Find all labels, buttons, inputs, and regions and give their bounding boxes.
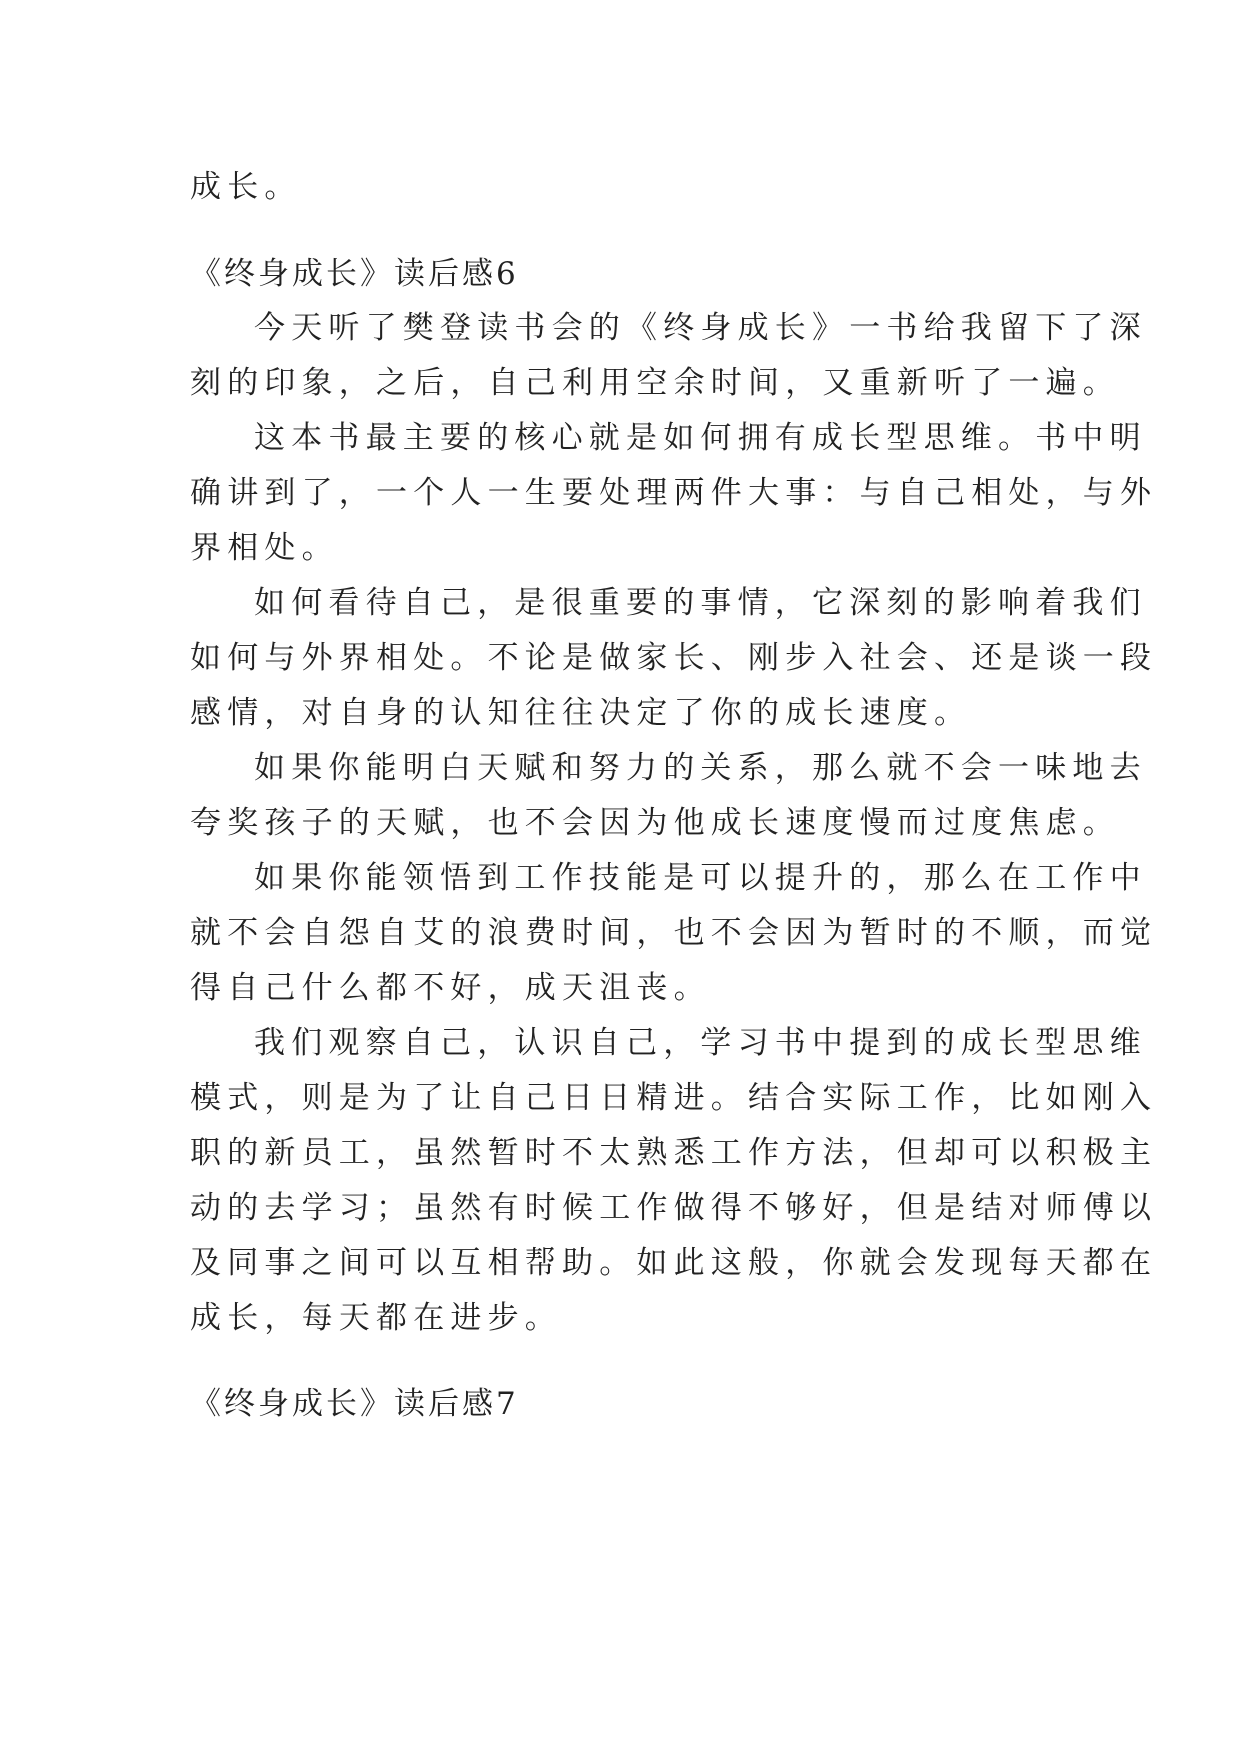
paragraph-line: 职的新员工，虽然暂时不太熟悉工作方法，但却可以积极主 — [190, 1135, 1158, 1171]
paragraph-line: 模式，则是为了让自己日日精进。结合实际工作，比如刚入 — [190, 1080, 1158, 1116]
section-7-heading: 《终身成长》读后感7 — [190, 1386, 519, 1422]
continuation-text: 成长。 — [190, 169, 302, 205]
paragraph-line: 及同事之间可以互相帮助。如此这般，你就会发现每天都在 — [190, 1245, 1158, 1281]
paragraph-line: 如何与外界相处。不论是做家长、刚步入社会、还是谈一段 — [190, 640, 1158, 676]
paragraph-line: 得自己什么都不好，成天沮丧。 — [190, 970, 711, 1006]
paragraph-line: 界相处。 — [190, 530, 339, 566]
paragraph-line: 动的去学习；虽然有时候工作做得不够好，但是结对师傅以 — [190, 1190, 1158, 1226]
paragraph-line: 今天听了樊登读书会的《终身成长》一书给我留下了深 — [254, 310, 1147, 346]
paragraph-line: 如果你能明白天赋和努力的关系，那么就不会一味地去 — [254, 750, 1147, 786]
section-6-heading: 《终身成长》读后感6 — [190, 256, 519, 292]
paragraph-line: 就不会自怨自艾的浪费时间，也不会因为暂时的不顺，而觉 — [190, 915, 1158, 951]
paragraph-line: 感情，对自身的认知往往决定了你的成长速度。 — [190, 695, 972, 731]
paragraph-line: 我们观察自己，认识自己，学习书中提到的成长型思维 — [254, 1025, 1147, 1061]
paragraph-line: 确讲到了，一个人一生要处理两件大事：与自己相处，与外 — [190, 475, 1158, 511]
paragraph-line: 夸奖孩子的天赋，也不会因为他成长速度慢而过度焦虑。 — [190, 805, 1120, 841]
paragraph-line: 成长，每天都在进步。 — [190, 1300, 562, 1336]
paragraph-line: 这本书最主要的核心就是如何拥有成长型思维。书中明 — [254, 420, 1147, 456]
paragraph-line: 刻的印象，之后，自己利用空余时间，又重新听了一遍。 — [190, 365, 1120, 401]
paragraph-line: 如何看待自己，是很重要的事情，它深刻的影响着我们 — [254, 585, 1147, 621]
paragraph-line: 如果你能领悟到工作技能是可以提升的，那么在工作中 — [254, 860, 1147, 896]
